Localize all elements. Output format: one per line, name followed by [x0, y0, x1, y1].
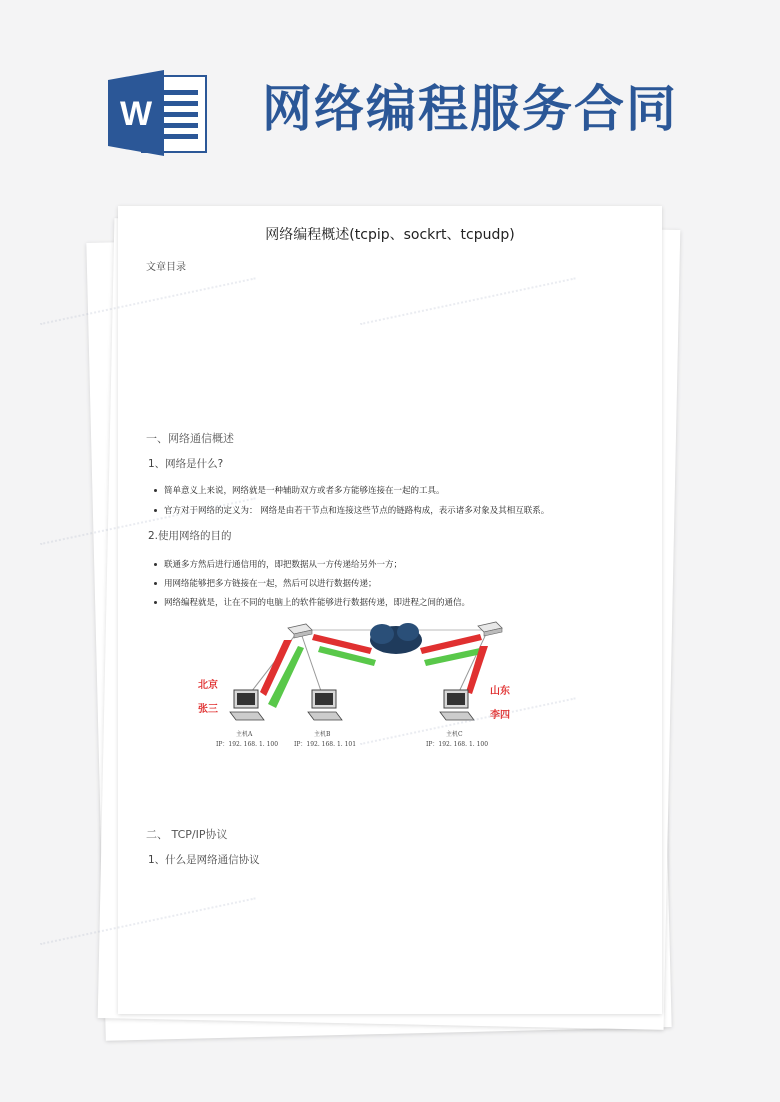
- left-city-label: 北京: [198, 680, 218, 691]
- host-a-ip: IP：192. 168. 1. 100: [216, 741, 279, 748]
- banner-title: 网络编程服务合同: [262, 79, 678, 138]
- toc-label: 文章目录: [146, 262, 186, 273]
- link-line: [302, 636, 322, 694]
- banner: [0, 0, 780, 200]
- section1-sub1-heading: 1、网络是什么?: [148, 458, 224, 470]
- internet-cloud-icon: [370, 623, 422, 654]
- bullet-item: 官方对于网络的定义为： 网络是由若干节点和连接这些节点的链路构成，表示诸多对象及其相互联系。: [164, 506, 550, 516]
- document-title: 网络编程概述(tcpip、sockrt、tcpudp): [265, 227, 515, 243]
- host-c-ip: IP：192. 168. 1. 100: [426, 741, 489, 748]
- right-city-label: 山东: [490, 686, 510, 697]
- computer-a-icon: [230, 690, 264, 720]
- bullet-item: 联通多方然后进行通信用的，即把数据从一方传递给另外一方；: [164, 560, 403, 570]
- left-person-label: 张三: [198, 704, 218, 715]
- word-logo-letter: W: [119, 95, 153, 133]
- document-page: [118, 206, 662, 1014]
- bullet-item: 网络编程就是，让在不同的电脑上的软件能够进行数据传递，即进程之间的通信。: [164, 598, 471, 608]
- switch-right-icon: [478, 622, 502, 636]
- bullet-dot: [154, 582, 157, 585]
- word-logo-icon: [108, 70, 208, 156]
- bullet-dot: [154, 563, 157, 566]
- bullet-dot: [154, 489, 157, 492]
- host-b-name: 主机B: [314, 731, 331, 738]
- bullet-item: 简单意义上来说，网络就是一种辅助双方或者多方能够连接在一起的工具。: [164, 486, 445, 496]
- section2-sub1-heading: 1、什么是网络通信协议: [148, 854, 260, 866]
- right-person-label: 李四: [490, 710, 510, 721]
- network-diagram: [196, 612, 516, 762]
- bullet-dot: [154, 601, 157, 604]
- switch-left-icon: [288, 624, 312, 638]
- host-a-name: 主机A: [236, 731, 253, 738]
- computer-c-icon: [440, 690, 474, 720]
- host-c-name: 主机C: [446, 731, 463, 738]
- host-b-ip: IP：192. 168. 1. 101: [294, 741, 357, 748]
- section2-heading: 二、 TCP/IP协议: [146, 828, 228, 841]
- section1-sub2-heading: 2.使用网络的目的: [148, 530, 232, 542]
- computer-b-icon: [308, 690, 342, 720]
- bullet-item: 用网络能够把多方链接在一起，然后可以进行数据传递；: [164, 579, 377, 589]
- bullet-dot: [154, 509, 157, 512]
- section1-heading: 一、网络通信概述: [146, 432, 234, 445]
